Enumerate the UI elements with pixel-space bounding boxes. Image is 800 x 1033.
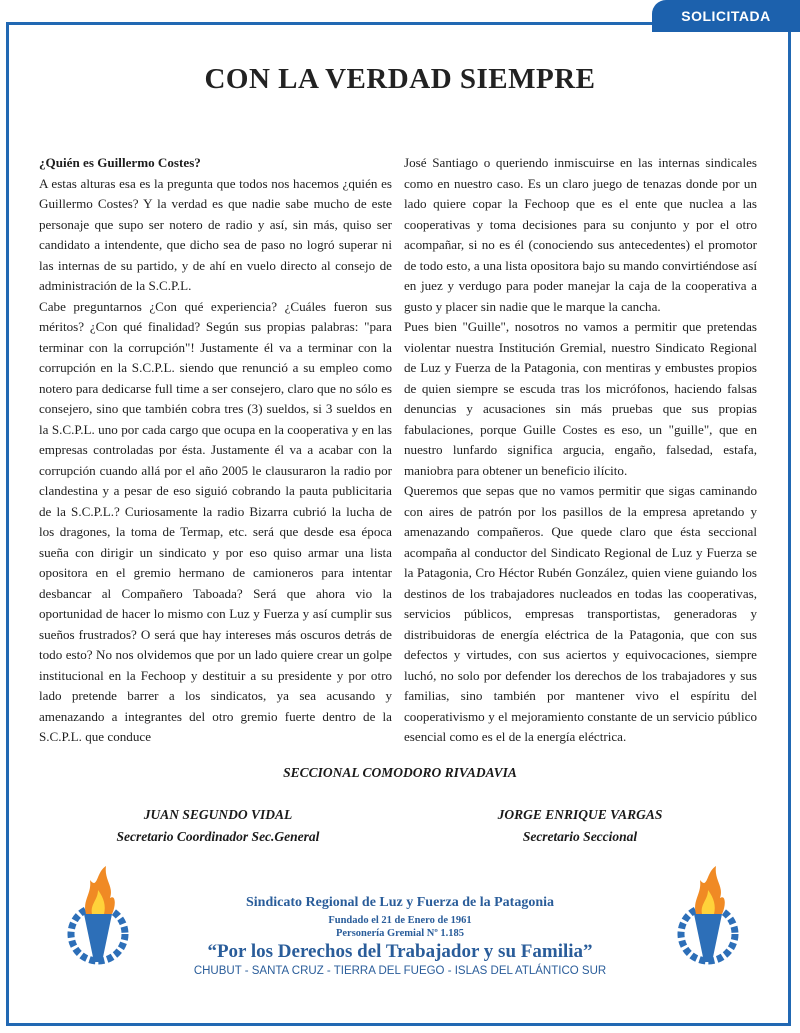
article-right-column	[404, 153, 757, 748]
signer-name: JORGE ENRIQUE VARGAS	[497, 807, 663, 822]
page-title: CON LA VERDAD SIEMPRE	[204, 63, 596, 95]
signer-role: Secretario Coordinador Sec.General	[116, 829, 320, 844]
union-founded: Fundado el 21 de Enero de 1961	[328, 915, 472, 926]
union-logo-icon	[62, 862, 134, 972]
union-name: Sindicato Regional de Luz y Fuerza de la Patagonia	[246, 895, 554, 910]
paragraph: Queremos que sepas que no vamos permitir que sigas caminando con aires de patrón por los pasillos de la empresa apretando y amenazando compañeros. Que quede claro que ésta seccional acompaña al conductor del Sindicato Regional de Luz y Fuerza se la Patagonia, Cro Héctor Rubén González, quien viene guiando los destinos de los trabajadores nucleados en todas las cooperativas, servicios públicos, empresas transportistas, generadoras y distribuidoras de energía eléctrica de la Patagonia, que con sus defectos y virtudes, con sus aciertos y equivocaciones, siempre luchó, no solo por defender los derechos de los trabajadores y sus familias, sino también por mantener vivo el espíritu del cooperativismo y el mejoramiento constante de un servicio público esencial como es el de la energía eléctrica.	[404, 483, 757, 744]
signer-role: Secretario Seccional	[522, 829, 638, 844]
union-regions: CHUBUT - SANTA CRUZ - TIERRA DEL FUEGO - ISLAS DEL ATLÁNTICO SUR	[193, 965, 607, 977]
article-question: ¿Quién es Guillermo Costes?	[39, 155, 201, 170]
article-left-column	[39, 153, 392, 748]
seccional-heading: SECCIONAL COMODORO RIVADAVIA	[283, 765, 517, 780]
paragraph: A estas alturas esa es la pregunta que todos nos hacemos ¿quién es Guillermo Costes? Y la verdad es que nadie sabe mucho de este personaje que supo ser notero de radio y así, sin más, quiso ser candidato a intendente, que dicho sea de paso no logró superar ni las internas de su partido, y de ahí en vuelo directo al consejo de administración de la S.C.P.L.	[39, 175, 392, 293]
union-motto: “Por los Derechos del Trabajador y su Familia”	[207, 941, 593, 962]
union-personeria: Personería Gremial Nº 1.185	[335, 928, 465, 939]
section-tag: SOLICITADA	[652, 0, 800, 32]
union-info	[180, 895, 620, 977]
union-logo-icon	[672, 862, 744, 972]
signature-right	[445, 807, 715, 851]
paragraph: Cabe preguntarnos ¿Con qué experiencia? ¿Cuáles fueron sus méritos? ¿Con qué finalidad? Según sus propias palabras: "para terminar con la corrupción"! Justamente él va a terminar con la corrupción en la S.C.P.L. siendo que renunció a su empleo como notero para dedicarse full time a ser consejero, claro que no sólo es consejero, sino que también cobra tres (3) sueldos, si 3 sueldos en la S.C.P.L. uno por cada cargo que ocupa en la cooperativa y en las empresas controladas por ésta. Justamente él va a acabar con la corrupción cuando allá por el año 2005 le clausuraron la radio por clandestina y a pesar de eso siguió cobrando la pauta publicitaria de la S.C.P.L.? Curiosamente la radio Bizarra cubrió la lucha de los dragones, la toma de Termap, etc. será que desde esa época sueña con dirigir un sindicato y por eso quiso armar una lista opositora en el gremio hermano de camioneros para intentar desbancar al Compañero Taboada? Será que ahora vio la oportunidad de hacer lo mismo con Luz y Fuerza y así cumplir sus sueños frustrados? O será que hay intereses más oscuros detrás de todo esto? No nos olvidemos que por un lado quiere crear un golpe institucional en la Fechoop y destituir a su presidente y por otro lado pretende barrer a los sindicatos, ya sea acusando y amenazando a integrantes del otro gremio fuerte dentro de la S.C.P.L. que conduce	[39, 298, 392, 744]
signer-name: JUAN SEGUNDO VIDAL	[143, 807, 293, 822]
paragraph: Pues bien "Guille", nosotros no vamos a permitir que pretendas violentar nuestra Institución Gremial, nuestro Sindicato Regional de Luz y Fuerza de la Patagonia, con mentiras y embustes propios de quien siempre se escuda tras los micrófonos, haciendo falsas denuncias y acusaciones sin más pruebas que sus propias fabulaciones, porque Guille Costes es eso, un "guille", que en nuestro lunfardo significa argucia, engaño, falsedad, estafa, maniobra para obtener un beneficio ilícito.	[404, 319, 757, 478]
signature-left	[88, 807, 348, 851]
paragraph: José Santiago o queriendo inmiscuirse en las internas sindicales como en nuestro caso. Es un claro juego de tenazas donde por un lado quiere copar la Fechoop que es el ente que nuclea a las cooperativas y toma decisiones para su conjunto y por el otro acompañar, si no es él (conociendo sus antecedentes) el promotor de todo esto, a una lista opositora bajo su mando convirtiéndose así en juez y verdugo para poder manejar la caja de la cooperativa a gusto y placer sin nadie que le marque la cancha.	[404, 155, 757, 314]
